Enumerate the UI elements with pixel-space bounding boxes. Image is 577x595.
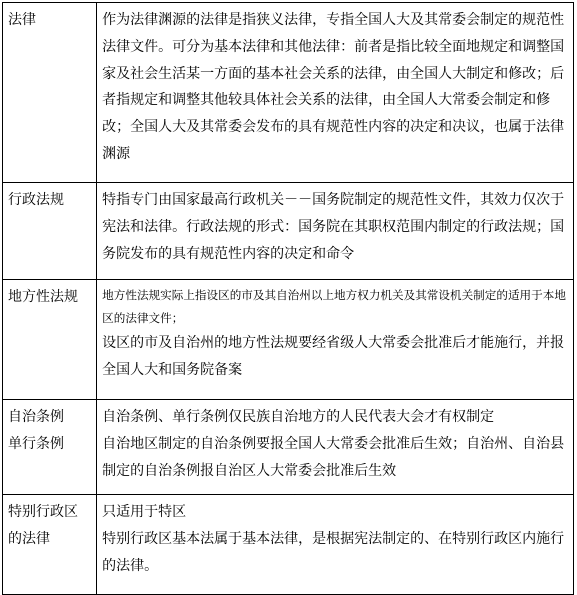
description-text-1: 自治条例、单行条例仅民族自治地方的人民代表大会才有权制定 [102, 409, 495, 425]
term-label: 地方性法规 [8, 289, 78, 305]
term-cell [3, 495, 97, 595]
term-label-line-1: 自治条例 [8, 409, 64, 425]
term-cell [3, 3, 97, 183]
term-cell [3, 280, 97, 400]
term-label-line-1: 特别行政区 [8, 504, 78, 520]
term-cell [3, 400, 97, 495]
description-text: 设区的市及自治州的地方性法规要经省级人大常委会批准后才能施行，并报全国人大和国务院备案 [102, 335, 565, 378]
law-sources-table [2, 2, 574, 595]
term-cell [3, 183, 97, 280]
description-cell [97, 3, 574, 183]
table-row [3, 495, 574, 595]
description-text-1: 只适用于特区 [102, 504, 187, 520]
description-text: 特指专门由国家最高行政机关－－国务院制定的规范性文件，其效力仅次于宪法和法律。行政法规的形式：国务院在其职权范围内制定的行政法规；国务院发布的具有规范性内容的决定和命令 [102, 192, 565, 262]
description-cell [97, 280, 574, 400]
description-cell [97, 495, 574, 595]
table-row [3, 400, 574, 495]
term-label: 行政法规 [8, 192, 64, 208]
table-row [3, 280, 574, 400]
term-label-line-2: 的法律 [8, 530, 50, 547]
description-cell [97, 400, 574, 495]
term-label: 法律 [8, 12, 36, 28]
description-cell [97, 183, 574, 280]
table-row [3, 183, 574, 280]
term-label-line-2: 单行条例 [8, 435, 64, 452]
description-text-2: 特别行政区基本法属于基本法律，是根据宪法制定的、在特别行政区内施行的法律。 [102, 530, 565, 574]
description-text-2: 自治地区制定的自治条例要报全国人大常委会批准后生效；自治州、自治县制定的自治条例报自治区人大常委会批准后生效 [102, 435, 565, 479]
table-row [3, 3, 574, 183]
description-text-small: 地方性法规实际上指设区的市及其自治州以上地方权力机关及其常设机关制定的适用于本地区的法律文件； [102, 288, 566, 325]
description-text: 作为法律渊源的法律是指狭义法律，专指全国人大及其常委会制定的规范性法律文件。可分为基本法律和其他法律：前者是指比较全面地规定和调整国家及社会生活某一方面的基本社会关系的法律，由全国人大制定和修改；后者指规定和调整其他较具体社会关系的法律，由全国人大常委会制定和修改；全国人大及其常委会发布的具有规范性内容的决定和决议，也属于法律渊源 [102, 12, 565, 162]
